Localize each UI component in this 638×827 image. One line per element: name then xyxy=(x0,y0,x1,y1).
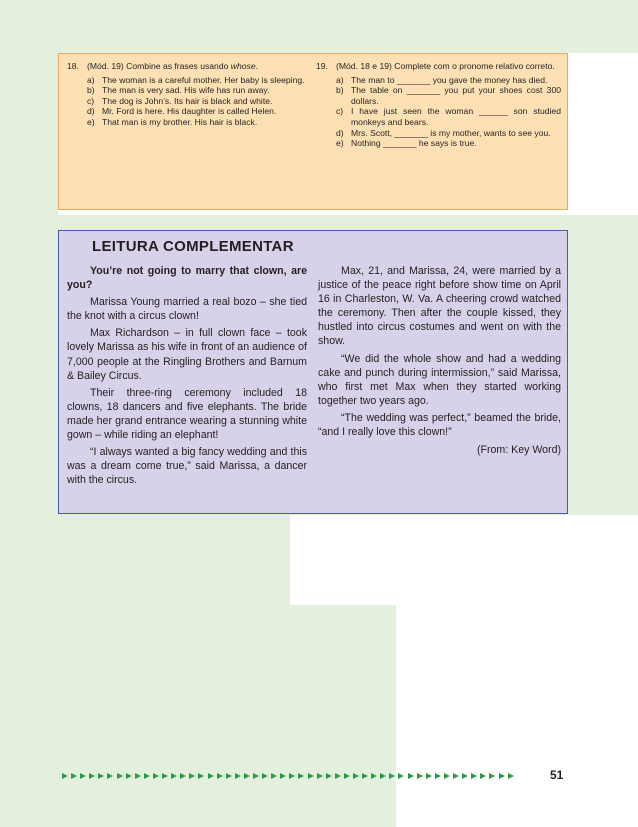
exercise-item xyxy=(87,96,307,107)
green-band-bottom xyxy=(58,605,396,827)
item-letter: b) xyxy=(336,85,344,96)
arrow-icon xyxy=(344,773,350,779)
exercise-item xyxy=(336,75,561,86)
item-letter: c) xyxy=(336,106,344,117)
arrow-icon xyxy=(471,773,477,779)
exercise-number: 18. xyxy=(67,61,79,71)
arrow-icon xyxy=(417,773,423,779)
white-corner xyxy=(396,605,638,827)
exercise-instruction xyxy=(87,61,307,72)
item-text: The dog is John’s. Its hair is black and white. xyxy=(102,95,273,106)
exercise-instruction: (Mód. 18 e 19) Complete com o pronome relativo correto. xyxy=(336,61,555,71)
exercise-item xyxy=(87,85,307,96)
arrow-icon xyxy=(244,773,250,779)
reading-box xyxy=(58,230,568,514)
instruction-emphasis: whose xyxy=(230,61,256,71)
arrow-icon xyxy=(408,773,414,779)
exercise-heading xyxy=(316,61,561,72)
reading-column-right xyxy=(318,264,561,460)
arrow-icon xyxy=(298,773,304,779)
reading-paragraph: “We did the whole show and had a wedding cake and punch during intermission,” said Marissa, who first met Max when they started working together two years ago. xyxy=(318,352,561,407)
item-text: The woman is a careful mother. Her baby is sleeping. xyxy=(102,74,305,85)
arrow-icon xyxy=(117,773,123,779)
arrow-icon xyxy=(326,773,332,779)
instruction-end: . xyxy=(255,61,259,71)
green-band-top xyxy=(58,0,638,53)
exercise-box xyxy=(58,53,568,210)
arrow-icon xyxy=(362,773,368,779)
reading-paragraph: “I always wanted a big fancy wedding and this was a dream come true,” said Marissa, a dancer with the circus. xyxy=(67,446,307,487)
exercise-item xyxy=(336,128,561,139)
item-letter: c) xyxy=(87,95,95,106)
arrow-icon xyxy=(335,773,341,779)
arrow-icon xyxy=(489,773,495,779)
arrow-icon xyxy=(217,773,223,779)
item-letter: a) xyxy=(336,74,344,85)
arrow-icon xyxy=(444,773,450,779)
arrow-icon xyxy=(398,773,404,779)
exercise-item xyxy=(87,117,307,128)
arrow-icon xyxy=(262,773,268,779)
exercise-heading xyxy=(67,61,307,72)
exercise-item-list xyxy=(316,75,561,149)
item-letter: d) xyxy=(336,127,344,138)
arrow-icon xyxy=(153,773,159,779)
arrow-icon xyxy=(180,773,186,779)
arrow-icon xyxy=(280,773,286,779)
item-text: The man to _______ you gave the money has died. xyxy=(351,74,548,85)
item-letter: e) xyxy=(87,116,95,127)
green-band-lower xyxy=(58,515,290,605)
item-text: Mr. Ford is here. His daughter is called Helen. xyxy=(102,106,277,117)
arrow-icon xyxy=(71,773,77,779)
arrow-icon xyxy=(189,773,195,779)
arrow-icon xyxy=(371,773,377,779)
item-text: Mrs. Scott, _______ is my mother, wants to see you. xyxy=(351,127,551,138)
arrow-icon xyxy=(271,773,277,779)
reading-paragraph: “The wedding was perfect,” beamed the bride, “and I really love this clown!” xyxy=(318,411,561,439)
instruction-text: (Mód. 19) Combine as frases usando xyxy=(87,61,231,71)
reading-paragraph: Max Richardson – in full clown face – took lovely Marissa as his wife in front of an audience of 7,000 people at the Ringling Brothers and Barnum & Bailey Circus. xyxy=(67,327,307,382)
item-letter: b) xyxy=(87,85,95,96)
item-letter: a) xyxy=(87,74,95,85)
exercise-18 xyxy=(67,61,307,128)
reading-paragraph: Their three-ring ceremony included 18 clowns, 18 dancers and five elephants. The bride made her grand entrance wearing a stunning white gown – while riding an elephant! xyxy=(67,386,307,442)
item-text: The table on _______ you put your shoes cost 300 dollars. xyxy=(351,85,561,106)
exercise-item xyxy=(336,138,561,149)
arrow-icon xyxy=(308,773,314,779)
arrow-icon xyxy=(98,773,104,779)
arrow-icon xyxy=(198,773,204,779)
arrow-icon xyxy=(162,773,168,779)
arrow-icon xyxy=(89,773,95,779)
arrow-icon xyxy=(208,773,214,779)
reading-paragraph: Max, 21, and Marissa, 24, were married by a justice of the peace right before show time on April 16 in Charleston, W. Va. A cheering crowd watched the ceremony. Then after the couple kissed, they hustled into circus costumes and went on with the show. xyxy=(318,265,561,348)
arrow-icon xyxy=(317,773,323,779)
arrow-icon xyxy=(435,773,441,779)
item-text: That man is my brother. His hair is black. xyxy=(102,116,258,127)
arrow-icon xyxy=(107,773,113,779)
arrow-icon xyxy=(462,773,468,779)
reading-paragraph: Marissa Young married a real bozo – she tied the knot with a circus clown! xyxy=(67,296,307,323)
arrow-icon xyxy=(126,773,132,779)
page-number: 51 xyxy=(550,768,564,782)
arrow-icon xyxy=(62,773,68,779)
arrow-icon xyxy=(499,773,505,779)
item-text: The man is very sad. His wife has run away. xyxy=(102,85,270,96)
exercise-item xyxy=(87,106,307,117)
arrow-icon xyxy=(226,773,232,779)
item-text: I have just seen the woman ______ son studied monkeys and bears. xyxy=(351,106,561,127)
arrow-rule xyxy=(62,770,532,782)
item-letter: e) xyxy=(336,138,344,149)
exercise-item xyxy=(87,75,307,86)
arrow-icon xyxy=(144,773,150,779)
arrow-icon xyxy=(135,773,141,779)
exercise-item-list xyxy=(67,75,307,128)
arrow-icon xyxy=(171,773,177,779)
arrow-icon xyxy=(508,773,514,779)
reading-title: LEITURA COMPLEMENTAR xyxy=(92,238,294,255)
arrow-icon xyxy=(80,773,86,779)
arrow-icon xyxy=(389,773,395,779)
item-letter: d) xyxy=(87,106,95,117)
arrow-icon xyxy=(380,773,386,779)
arrow-icon xyxy=(253,773,259,779)
reading-source: (From: Key Word) xyxy=(477,444,561,457)
reading-column-left xyxy=(67,264,307,490)
arrow-icon xyxy=(353,773,359,779)
exercise-item xyxy=(336,85,561,106)
exercise-number: 19. xyxy=(316,61,328,71)
item-text: Nothing _______ he says is true. xyxy=(351,138,477,149)
arrow-icon xyxy=(235,773,241,779)
exercise-19 xyxy=(316,61,561,149)
exercise-item xyxy=(336,106,561,127)
arrow-icon xyxy=(453,773,459,779)
arrow-icon xyxy=(289,773,295,779)
arrow-icon xyxy=(480,773,486,779)
reading-subtitle: You’re not going to marry that clown, are you? xyxy=(67,265,307,292)
arrow-icon xyxy=(426,773,432,779)
green-margin-left xyxy=(0,0,58,827)
